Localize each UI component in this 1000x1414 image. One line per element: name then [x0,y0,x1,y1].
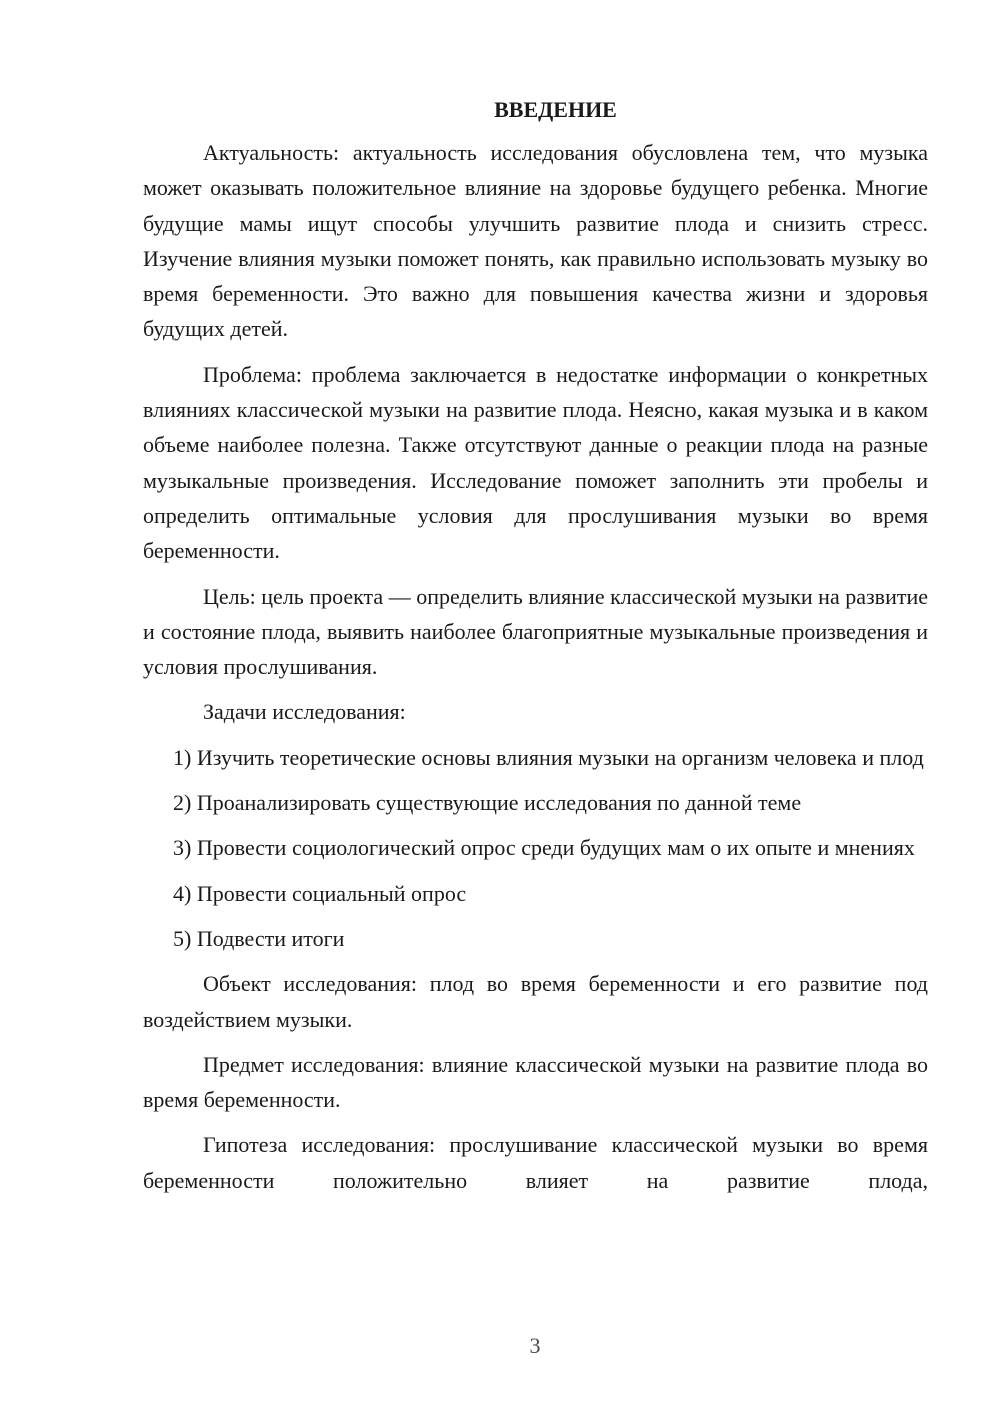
task-item-2: 2) Проанализировать существующие исследования по данной теме [173,790,802,816]
page-number: 3 [529,1333,541,1358]
object-paragraph: Объект исследования: плод во время беременности и его развитие под воздействием музыки. [143,971,928,1032]
task-item-5: 5) Подвести итоги [173,925,345,951]
section-heading: ВВЕДЕНИЕ [494,97,617,122]
task-item-1: 1) Изучить теоретические основы влияния музыки на организм человека и плод [173,744,924,770]
relevance-paragraph: Актуальность: актуальность исследования обусловлена тем, что музыка может оказывать положительное влияние на здоровье будущего ребенка. Многие будущие мамы ищут способы улучшить развитие плода и снизить стресс. Изучение влияния музыки поможет понять, как правильно использовать музыку во время беременности. Это важно для повышения качества жизни и здоровья будущих детей. [143,140,928,342]
problem-paragraph: Проблема: проблема заключается в недостатке информации о конкретных влияниях классической музыки на развитие плода. Неясно, какая музыка и в каком объеме наиболее полезна. Также отсутствуют данные о реакции плода на разные музыкальные произведения. Исследование поможет заполнить эти пробелы и определить оптимальные условия для прослушивания музыки во время беременности. [143,361,928,564]
task-item-3: 3) Провести социологический опрос среди будущих мам о их опыте и мнениях [173,835,915,861]
task-item-4: 4) Провести социальный опрос [173,880,467,906]
tasks-title: Задачи исследования: [203,699,406,725]
subject-paragraph: Предмет исследования: влияние классической музыки на развитие плода во время беременности. [143,1051,928,1113]
document-page [143,95,928,1198]
goal-paragraph: Цель: цель проекта — определить влияние классической музыки на развитие и состояние плода, выявить наиболее благоприятные музыкальные произведения и условия прослушивания. [143,583,928,680]
hypothesis-paragraph: Гипотеза исследования: прослушивание классической музыки во время беременности положительно влияет на развитие плода, [143,1132,928,1193]
